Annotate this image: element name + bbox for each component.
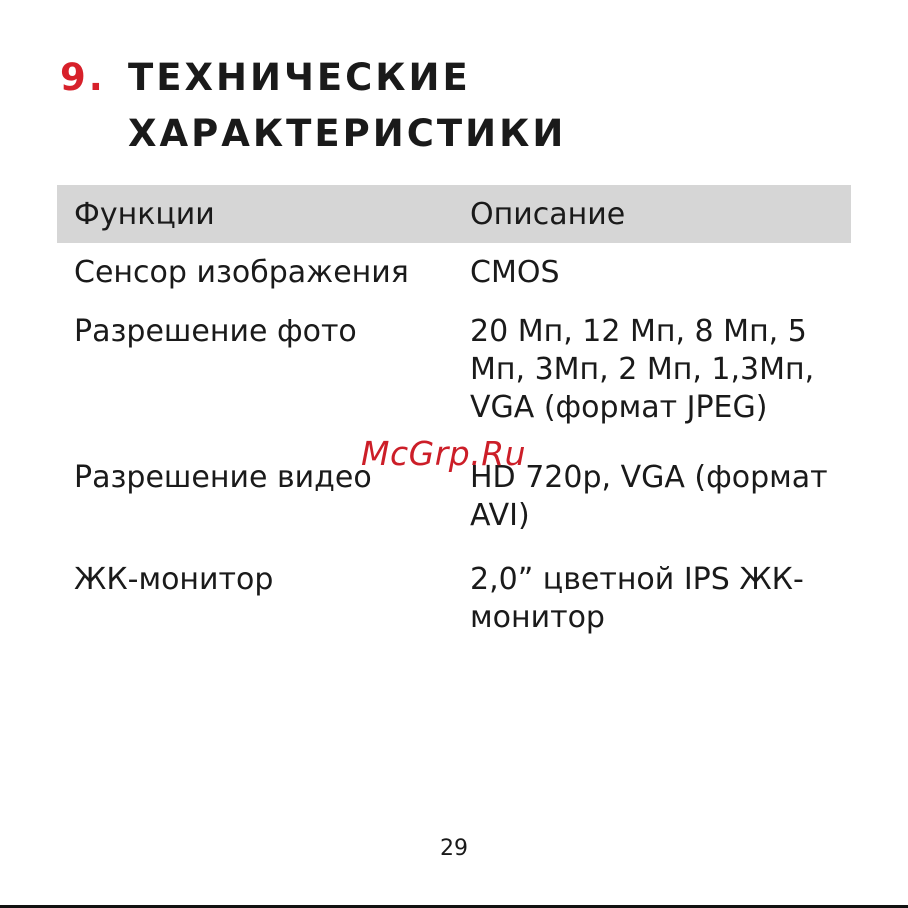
header-functions: Функции	[74, 197, 215, 232]
header-description: Описание	[470, 197, 626, 232]
table-header-row	[57, 185, 851, 243]
watermark: McGrp.Ru	[361, 434, 527, 473]
page-number: 29	[440, 836, 468, 861]
row-function: Разрешение видео	[74, 460, 372, 495]
row-description: 2,0” цветной IPS ЖК-монитор	[470, 562, 804, 635]
section-title-line-1: ТЕХНИЧЕСКИЕ	[128, 56, 471, 99]
row-function: Разрешение фото	[74, 314, 357, 349]
row-description: HD 720p, VGA (формат AVI)	[470, 460, 828, 533]
row-description: 20 Мп, 12 Мп, 8 Мп, 5 Мп, 3Мп, 2 Мп, 1,3Мп, VGA (формат JPEG)	[470, 314, 815, 425]
section-title	[128, 50, 828, 162]
section-number: 9.	[60, 56, 106, 99]
row-function: ЖК-монитор	[74, 562, 274, 597]
row-description: CMOS	[470, 255, 560, 290]
row-function: Сенсор изображения	[74, 255, 409, 290]
section-title-line-2: ХАРАКТЕРИСТИКИ	[128, 112, 567, 155]
